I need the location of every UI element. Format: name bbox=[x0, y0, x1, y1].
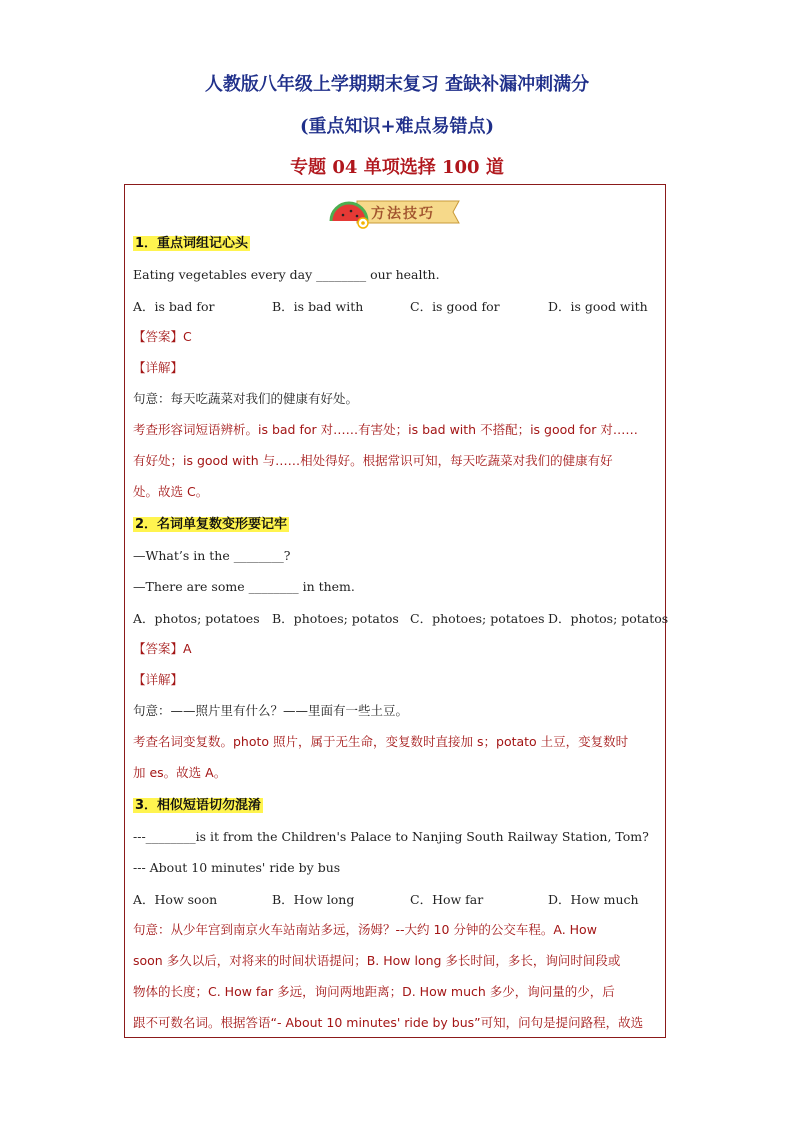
q1-analysis-1: 考查形容词短语辨析。is bad for 对……有害处；is bad with 不搭配；is good for 对…… bbox=[133, 422, 638, 437]
q2-answer-label: 【答案】 bbox=[133, 641, 184, 656]
q1-option-a: A．is bad for bbox=[133, 299, 215, 314]
q3-option-d: D．How much bbox=[548, 892, 639, 907]
q1-explain-label: 【详解】 bbox=[133, 360, 184, 375]
q3-heading bbox=[133, 796, 263, 815]
q2-answer bbox=[133, 640, 192, 658]
q1-answer-label: 【答案】 bbox=[133, 329, 184, 344]
q2-heading-text: 2．名词单复数变形要记牢 bbox=[135, 517, 288, 532]
q1-option-c: C．is good for bbox=[410, 299, 500, 314]
q1-heading-text: 1．重点词组记心头 bbox=[135, 236, 249, 251]
q3-option-a: A．How soon bbox=[133, 892, 218, 907]
q3-stem-2: --- About 10 minutes' ride by bus bbox=[133, 860, 341, 875]
q2-option-d: D．photos; potatos bbox=[548, 611, 669, 626]
q1-analysis-2: 有好处；is good with 与……相处得好。根据常识可知，每天吃蔬菜对我们的健康有好 bbox=[133, 453, 613, 468]
q1-option-b: B．is bad with bbox=[272, 299, 364, 314]
title-line-2: (重点知识+难点易错点) bbox=[299, 116, 495, 137]
q2-analysis-2: 加 es。故选 A。 bbox=[133, 765, 227, 780]
q3-analysis-2: soon 多久以后，对将来的时间状语提问；B. How long 多长时间，多长，询问时间段或 bbox=[133, 953, 621, 968]
content-box bbox=[124, 184, 669, 1038]
q2-meaning: 句意：——照片里有什么？——里面有一些土豆。 bbox=[133, 703, 409, 718]
q3-analysis-1: 句意：从少年宫到南京火车站南站多远，汤姆？--大约 10 分钟的公交车程。A. How bbox=[133, 922, 597, 937]
q3-heading-text: 3．相似短语切勿混淆 bbox=[135, 798, 262, 813]
q2-stem-2: —There are some ________ in them. bbox=[133, 579, 355, 594]
q3-stem-1: ---________is it from the Children's Palace to Nanjing South Railway Station, Tom? bbox=[133, 829, 649, 844]
q3-analysis-4: 跟不可数名词。根据答语“- About 10 minutes' ride by bus”可知，问句是提问路程，故选 bbox=[133, 1015, 644, 1030]
q1-stem: Eating vegetables every day ________ our health. bbox=[133, 267, 440, 282]
q1-option-d: D．is good with bbox=[548, 299, 648, 314]
q1-answer-value: C bbox=[183, 329, 192, 344]
q3-option-c: C．How far bbox=[410, 892, 484, 907]
q1-analysis-3: 处。故选 C。 bbox=[133, 484, 209, 499]
title-line-1: 人教版八年级上学期期末复习 查缺补漏冲刺满分 bbox=[204, 74, 590, 95]
q3-analysis-3: 物体的长度；C. How far 多远，询问两地距离；D. How much 多少，询问量的少，后 bbox=[133, 984, 615, 999]
q2-option-a: A．photos; potatoes bbox=[133, 611, 260, 626]
q2-stem-1: —What’s in the ________? bbox=[133, 548, 291, 563]
title-line-3: 专题 04 单项选择 100 道 bbox=[290, 157, 504, 178]
q2-analysis-1: 考查名词变复数。photo 照片，属于无生命，变复数时直接加 s；potato 土豆，变复数时 bbox=[133, 734, 629, 749]
q1-meaning: 句意：每天吃蔬菜对我们的健康有好处。 bbox=[133, 391, 359, 406]
q2-heading bbox=[133, 515, 289, 534]
q2-option-b: B．photoes; potatos bbox=[272, 611, 399, 626]
method-banner bbox=[327, 195, 465, 229]
q3-option-b: B．How long bbox=[272, 892, 355, 907]
q2-answer-value: A bbox=[183, 641, 192, 656]
q1-answer bbox=[133, 328, 192, 346]
q2-option-c: C．photoes; potatoes bbox=[410, 611, 545, 626]
q1-heading bbox=[133, 234, 250, 253]
banner-label: 方法技巧 bbox=[371, 206, 435, 222]
q2-explain-label: 【详解】 bbox=[133, 672, 184, 687]
